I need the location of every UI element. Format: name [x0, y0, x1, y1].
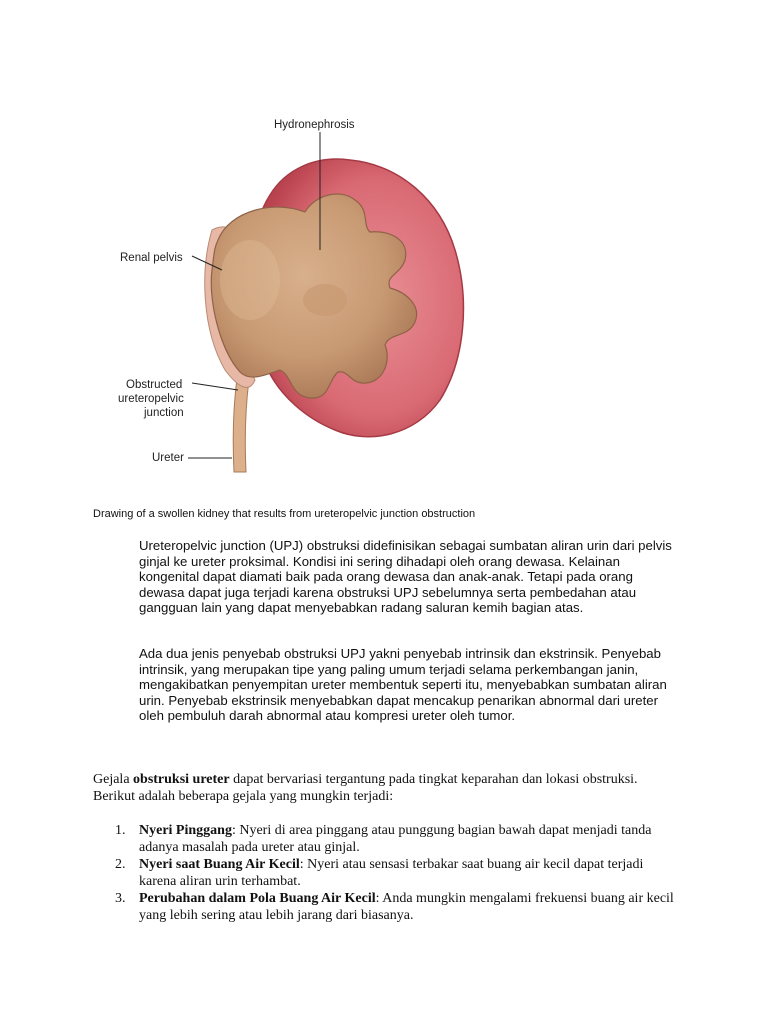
- symptom-title: Nyeri saat Buang Air Kecil: [139, 857, 300, 872]
- label-hydronephrosis: Hydronephrosis: [274, 119, 355, 131]
- symptom-text: : Anda mungkin mengalami frekuensi buang air kecil yang lebih sering atau lebih jarang dari biasanya.: [139, 891, 674, 923]
- label-obstructed-line1: Obstructed: [126, 379, 183, 391]
- list-item: [93, 890, 683, 924]
- label-obstructed-line3: junction: [144, 407, 184, 419]
- label-obstructed-line2: ureteropelvic: [118, 393, 184, 405]
- list-item: [93, 856, 683, 890]
- paragraph-upj-definition: Ureteropelvic junction (UPJ) obstruksi didefinisikan sebagai sumbatan aliran urin dari pelvis ginjal ke ureter proksimal. Kondisi ini sering dihadapi oleh orang dewasa. Kelainan kongenital dapat diamati baik pada orang dewasa dan anak-anak. Tetapi pada orang dewasa dapat juga terjadi karena obstruksi UPJ sebelumnya serta pembedahan atau gangguan lain yang dapat menyebabkan radang saluran kemih bagian atas.: [139, 538, 672, 616]
- symptom-text: : Nyeri atau sensasi terbakar saat buang air kecil dapat terjadi karena aliran urin terhambat.: [139, 857, 644, 889]
- symptom-text: : Nyeri di area pinggang atau punggung bagian bawah dapat menjadi tanda adanya masalah pada ureter atau ginjal.: [139, 823, 652, 855]
- intro-pre: Gejala: [93, 772, 134, 787]
- list-item: [93, 822, 683, 856]
- intro-post: dapat bervariasi tergantung pada tingkat keparahan dan lokasi obstruksi. Berikut adalah beberapa gejala yang mungkin terjadi:: [93, 772, 638, 804]
- intro-bold: obstruksi ureter: [133, 772, 230, 787]
- list-number: 2.: [115, 857, 126, 872]
- symptoms-list: [93, 822, 683, 924]
- figure-caption: Drawing of a swollen kidney that results from ureteropelvic junction obstruction: [93, 508, 476, 520]
- symptom-title: Perubahan dalam Pola Buang Air Kecil: [139, 891, 376, 906]
- symptom-title: Nyeri Pinggang: [139, 823, 232, 838]
- symptoms-intro: [93, 771, 683, 805]
- label-ureter: Ureter: [152, 452, 184, 464]
- paragraph-upj-causes: Ada dua jenis penyebab obstruksi UPJ yakni penyebab intrinsik dan ekstrinsik. Penyebab intrinsik, yang merupakan tipe yang paling umum terjadi selama perkembangan janin, mengakibatkan penyempitan ureter membentuk seperti itu, menyebabkan sumbatan aliran urin. Penyebab ekstrinsik menyebabkan dapat mencakup penarikan abnormal dari ureter oleh pembuluh darah abnormal atau kompresi ureter oleh tumor.: [139, 646, 667, 724]
- label-renal-pelvis: Renal pelvis: [120, 252, 183, 264]
- kidney-figure: [100, 100, 480, 490]
- list-number: 1.: [115, 823, 126, 838]
- list-number: 3.: [115, 891, 126, 906]
- kidney-illustration: [100, 100, 480, 490]
